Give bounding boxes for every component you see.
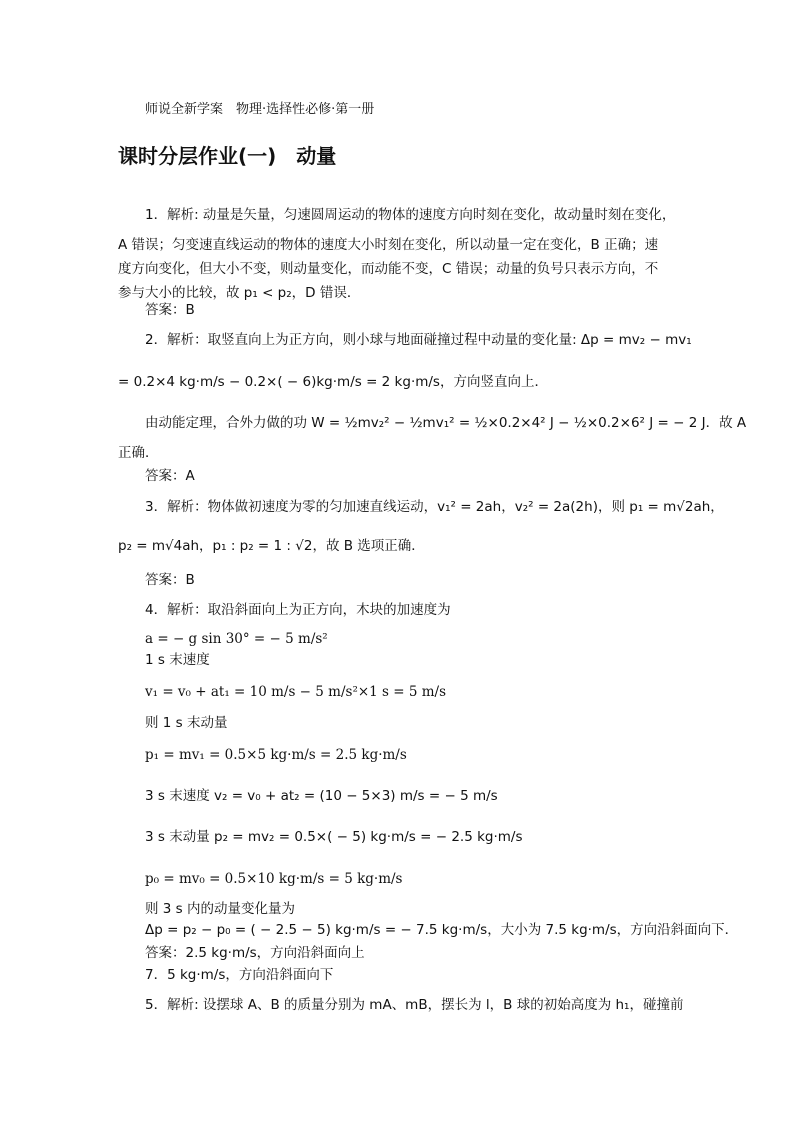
answer-4-eq-p0: p₀ = mv₀ = 0.5×10 kg·m/s = 5 kg·m/s xyxy=(145,871,403,887)
answer-5-line-1: 5．解析: 设摆球 A、B 的质量分别为 mA、mB，摆长为 l，B 球的初始高度为 h₁，碰撞前 xyxy=(145,997,684,1013)
answer-4-eq-dp: Δp = p₂ − p₀ = ( − 2.5 − 5) kg·m/s = − 7.5 kg·m/s，大小为 7.5 kg·m/s，方向沿斜面向下． xyxy=(145,922,739,938)
answer-3-line-2: p₂ = m√4ah，p₁ : p₂ = 1 : √2，故 B 选项正确． xyxy=(118,538,425,554)
answer-4-line-3: 则 1 s 末动量 xyxy=(145,715,228,731)
answer-4-key-1: 答案：2.5 kg·m/s，方向沿斜面向上 xyxy=(145,945,365,961)
answer-3-line-1: 3．解析：物体做初速度为零的匀加速直线运动，v₁² = 2ah，v₂² = 2a(2h)，则 p₁ = m√2ah， xyxy=(145,499,724,515)
answer-2-line-2: = 0.2×4 kg·m/s − 0.2×( − 6)kg·m/s = 2 kg·m/s，方向竖直向上． xyxy=(118,374,548,390)
answer-1-key: 答案：B xyxy=(145,302,195,318)
answer-3-key: 答案：B xyxy=(145,572,195,588)
running-header: 师说全新学案 物理·选择性必修·第一册 xyxy=(145,102,375,117)
answer-2-line-3: 由动能定理，合外力做的功 W = ½mv₂² − ½mv₁² = ½×0.2×4² J − ½×0.2×6² J = − 2 J．故 A xyxy=(145,415,747,431)
answer-4-eq-p1: p₁ = mv₁ = 0.5×5 kg·m/s = 2.5 kg·m/s xyxy=(145,747,407,763)
answer-1-line-4: 参与大小的比较，故 p₁ < p₂，D 错误． xyxy=(118,285,361,301)
answer-4-eq-accel: a = − g sin 30° = − 5 m/s² xyxy=(145,631,328,647)
answer-2-line-1: 2．解析：取竖直向上为正方向，则小球与地面碰撞过程中动量的变化量: Δp = mv₂ − mv₁ xyxy=(145,332,692,348)
answer-2-key: 答案：A xyxy=(145,468,195,484)
answer-4-key-2: 7．5 kg·m/s，方向沿斜面向下 xyxy=(145,967,334,983)
answer-1-line-2: A 错误；匀变速直线运动的物体的速度大小时刻在变化，所以动量一定在变化，B 正确；速 xyxy=(118,237,659,253)
answer-4-eq-p2: 3 s 末动量 p₂ = mv₂ = 0.5×( − 5) kg·m/s = − 2.5 kg·m/s xyxy=(145,829,523,845)
answer-4-eq-v1: v₁ = v₀ + at₁ = 10 m/s − 5 m/s²×1 s = 5 m/s xyxy=(145,684,447,700)
answer-4-line-4: 则 3 s 内的动量变化量为 xyxy=(145,901,295,917)
answer-1-line-3: 度方向变化，但大小不变，则动量变化，而动能不变，C 错误；动量的负号只表示方向，不 xyxy=(118,261,659,277)
answer-4-line-2: 1 s 末速度 xyxy=(145,652,210,668)
answer-2-line-4: 正确． xyxy=(118,445,159,461)
answer-1-line-1: 1．解析: 动量是矢量，匀速圆周运动的物体的速度方向时刻在变化，故动量时刻在变化， xyxy=(145,207,676,223)
page-title: 课时分层作业(一) 动量 xyxy=(118,144,337,168)
answer-4-eq-v2: 3 s 末速度 v₂ = v₀ + at₂ = (10 − 5×3) m/s = − 5 m/s xyxy=(145,788,498,804)
answer-4-line-1: 4．解析：取沿斜面向上为正方向，木块的加速度为 xyxy=(145,602,451,618)
